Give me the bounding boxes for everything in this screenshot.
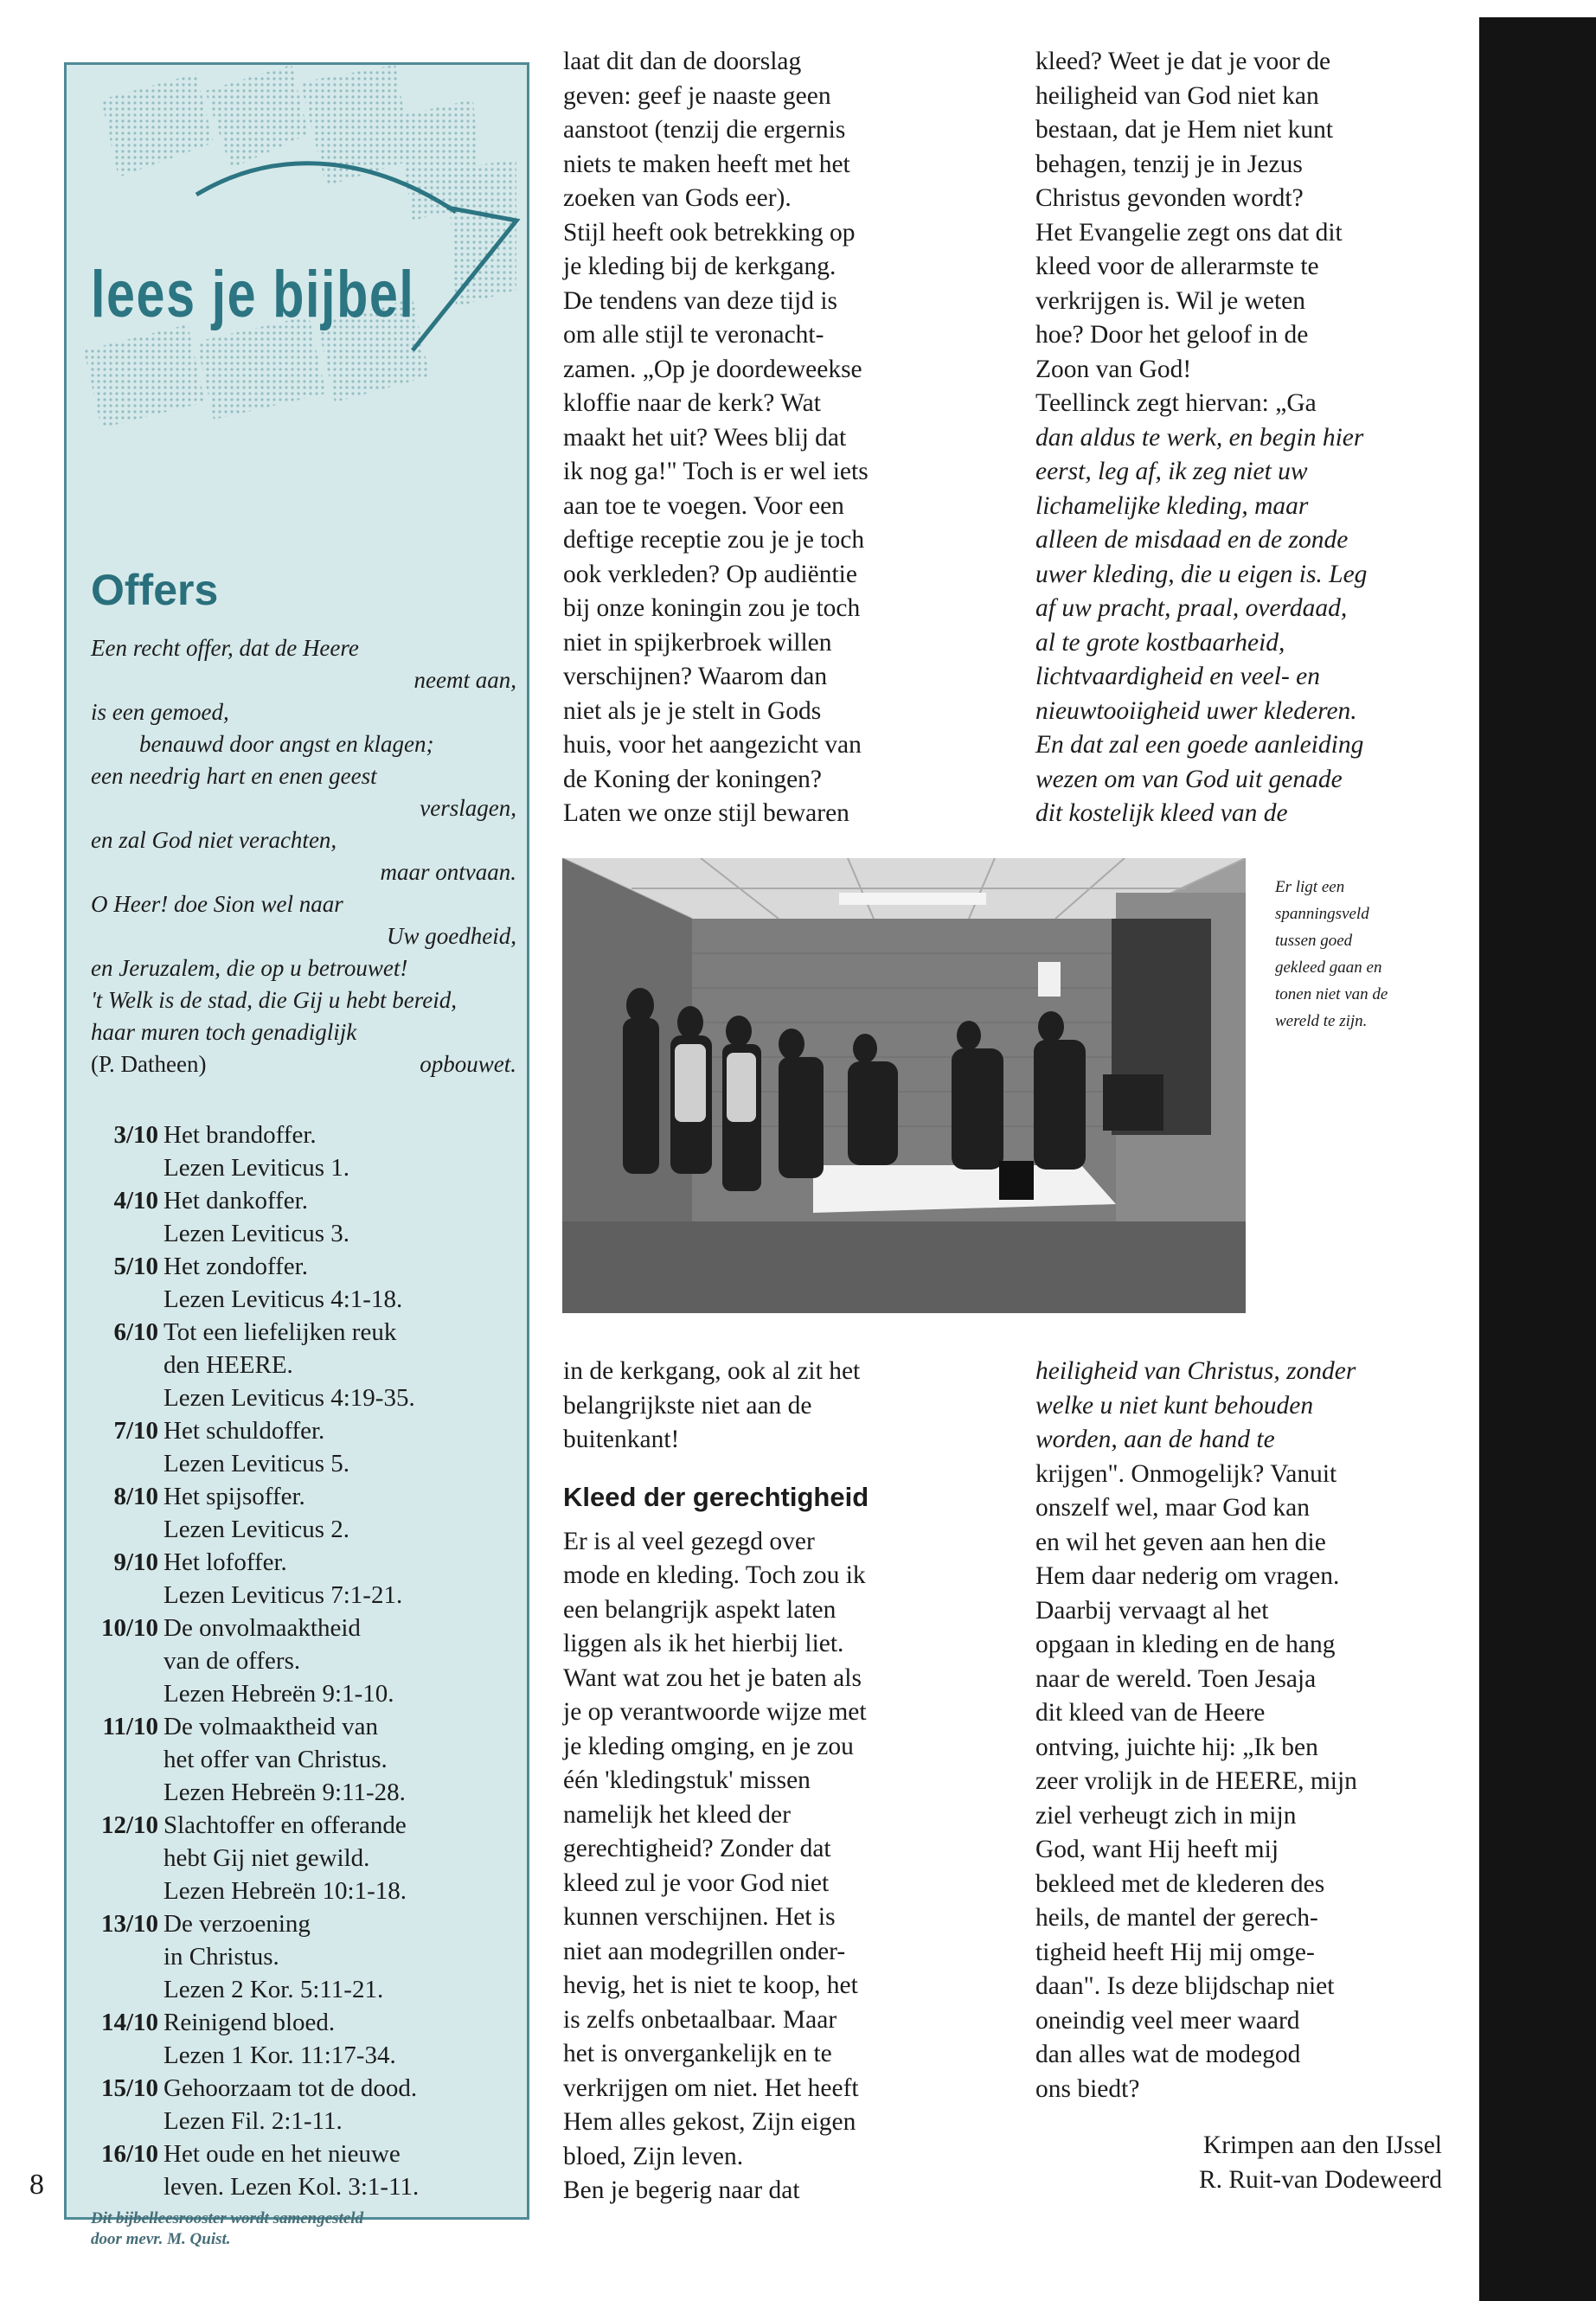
text-line: daan". Is deze blijdschap niet bbox=[1035, 1972, 1335, 2000]
poem-line: maar ontvaan. bbox=[380, 859, 516, 885]
schedule-text: De onvolmaaktheid van de offers. Lezen Hebreën 9:1-10. bbox=[163, 1614, 394, 1708]
text-line: God, want Hij heeft mij bbox=[1035, 1836, 1279, 1863]
text-line: dit kostelijk kleed van de bbox=[1035, 799, 1288, 827]
text-line: Zoon van God! bbox=[1035, 355, 1192, 383]
text-line: heiligheid van Christus, zonder bbox=[1035, 1357, 1356, 1385]
text-line: liggen als ik het hierbij liet. bbox=[563, 1630, 844, 1657]
event-photo bbox=[562, 858, 1246, 1313]
text-line: alleen de misdaad en de zonde bbox=[1035, 526, 1349, 554]
text-line: dan aldus te werk, en begin hier bbox=[1035, 423, 1364, 452]
text-line: Want wat zou het je baten als bbox=[563, 1663, 862, 1692]
text-line: kleed zul je voor God niet bbox=[563, 1868, 830, 1897]
text-line: Stijl heeft ook betrekking op bbox=[563, 218, 856, 247]
poem-line: benauwd door angst en klagen; bbox=[139, 731, 434, 757]
schedule-entry bbox=[91, 2072, 523, 2138]
text-line: Hem alles gekost, Zijn eigen bbox=[563, 2108, 856, 2136]
text-line: aan toe te voegen. Voor een bbox=[563, 491, 844, 520]
text-line: opgaan in kleding en de hang bbox=[1035, 1631, 1336, 1658]
schedule-entry bbox=[91, 1907, 523, 2006]
text-line: een belangrijk aspekt laten bbox=[563, 1595, 836, 1624]
text-line: het is onvergankelijk en te bbox=[563, 2040, 832, 2067]
poem-line: is een gemoed, bbox=[91, 699, 229, 725]
text-line: uwer kleding, die u eigen is. Leg bbox=[1035, 560, 1368, 588]
schedule-text: Het dankoffer. Lezen Leviticus 3. bbox=[163, 1187, 349, 1247]
signoff-author: R. Ruit-van Dodeweerd bbox=[1199, 2165, 1442, 2194]
text-line: bij onze koningin zou je toch bbox=[563, 594, 861, 622]
text-line: niet in spijkerbroek willen bbox=[563, 628, 832, 657]
text-line: aanstoot (tenzij die ergernis bbox=[563, 116, 846, 144]
text-line: belangrijkste niet aan de bbox=[563, 1391, 812, 1420]
photo-caption bbox=[1275, 874, 1474, 1035]
intro-lines bbox=[563, 1355, 869, 1458]
poem-line-text: opbouwet. bbox=[420, 1051, 516, 1077]
text-line: worden, aan de hand te bbox=[1035, 1426, 1275, 1453]
schedule-date: 8/10 bbox=[113, 1483, 158, 1510]
event-photo-drawing bbox=[562, 858, 1246, 1313]
article-column-middle-bottom bbox=[563, 1355, 869, 2208]
text-line: kunnen verschijnen. Het is bbox=[563, 1903, 836, 1931]
schedule-entry bbox=[91, 1184, 523, 1250]
schedule-date: 16/10 bbox=[100, 2140, 158, 2168]
schedule-text: Het lofoffer. Lezen Leviticus 7:1-21. bbox=[163, 1548, 403, 1609]
schedule-entry bbox=[91, 2006, 523, 2072]
caption-line: tussen goed bbox=[1275, 932, 1353, 950]
text-line: de Koning der koningen? bbox=[563, 765, 823, 793]
schedule-text: Slachtoffer en offerande hebt Gij niet gewild. Lezen Hebreën 10:1-18. bbox=[163, 1811, 407, 1905]
poem-line: een needrig hart en enen geest bbox=[91, 763, 377, 789]
text-line: krijgen". Onmogelijk? Vanuit bbox=[1035, 1459, 1337, 1488]
text-line: ziel verheugt zich in mijn bbox=[1035, 1801, 1297, 1830]
text-line: Laten we onze stijl bewaren bbox=[563, 799, 849, 827]
text-line: laat dit dan de doorslag bbox=[563, 48, 802, 75]
text-line: zoeken van Gods eer). bbox=[563, 184, 792, 212]
caption-line: tonen niet van de bbox=[1275, 985, 1388, 1003]
text-line: je kleding bij de kerkgang. bbox=[563, 253, 836, 280]
poem-line: Uw goedheid, bbox=[387, 923, 516, 949]
text-line: hevig, het is niet te koop, het bbox=[563, 1971, 858, 1999]
masthead-title: lees je bijbel bbox=[91, 258, 415, 331]
text-line: tigheid heeft Hij mij omge- bbox=[1035, 1938, 1315, 1966]
schedule-date: 10/10 bbox=[100, 1614, 158, 1642]
text-line: verschijnen? Waarom dan bbox=[563, 663, 828, 690]
schedule-entry bbox=[91, 1316, 523, 1414]
schedule-text: Het schuldoffer. Lezen Leviticus 5. bbox=[163, 1417, 349, 1477]
sidebar-heading: Offers bbox=[91, 566, 219, 614]
schedule-date: 5/10 bbox=[113, 1253, 158, 1280]
schedule-date: 6/10 bbox=[113, 1318, 158, 1346]
text-line: Hem daar nederig om vragen. bbox=[1035, 1562, 1340, 1590]
schedule-entry bbox=[91, 1414, 523, 1480]
schedule-text: Het zondoffer. Lezen Leviticus 4:1-18. bbox=[163, 1253, 403, 1313]
text-line: Er is al veel gezegd over bbox=[563, 1527, 815, 1555]
schedule-text: Het oude en het nieuwe leven. Lezen Kol. 3:1-11. bbox=[163, 2140, 420, 2201]
schedule-date: 15/10 bbox=[100, 2074, 158, 2102]
poem-line: en Jeruzalem, die op u betrouwet! bbox=[91, 955, 408, 981]
text-line: zeer vrolijk in de HEERE, mijn bbox=[1035, 1767, 1357, 1795]
text-line: is zelfs onbetaalbaar. Maar bbox=[563, 2005, 837, 2034]
text-line: huis, voor het aangezicht van bbox=[563, 731, 862, 759]
text-line: ik nog ga!" Toch is er wel iets bbox=[563, 458, 869, 485]
text-line: je kleding omging, en je zou bbox=[563, 1732, 854, 1760]
article-column-right-top bbox=[1035, 45, 1367, 831]
text-line: onszelf wel, maar God kan bbox=[1035, 1494, 1311, 1522]
text-line: dan alles wat de modegod bbox=[1035, 2041, 1301, 2068]
caption-line: gekleed gaan en bbox=[1275, 958, 1382, 977]
poem-attribution: (P. Datheen) bbox=[91, 1051, 207, 1077]
page-number: 8 bbox=[29, 2169, 44, 2201]
text-line: buitenkant! bbox=[563, 1426, 680, 1453]
caption-line: wereld te zijn. bbox=[1275, 1012, 1368, 1030]
article-column-middle-top bbox=[563, 45, 869, 831]
schedule-text: Reinigend bloed. Lezen 1 Kor. 11:17-34. bbox=[163, 2009, 396, 2069]
schedule-text: Het brandoffer. Lezen Leviticus 1. bbox=[163, 1121, 349, 1182]
text-line: en wil het geven aan hen die bbox=[1035, 1528, 1326, 1556]
text-line: Het Evangelie zegt ons dat dit bbox=[1035, 218, 1343, 247]
schedule-entry bbox=[91, 1612, 523, 1710]
schedule-entry bbox=[91, 1809, 523, 1907]
schedule-date: 14/10 bbox=[100, 2009, 158, 2036]
text-line: deftige receptie zou je je toch bbox=[563, 526, 865, 554]
text-line: naar de wereld. Toen Jesaja bbox=[1035, 1664, 1317, 1693]
text-line: behagen, tenzij je in Jezus bbox=[1035, 150, 1303, 178]
author-signoff bbox=[1035, 2129, 1442, 2197]
schedule-date: 9/10 bbox=[113, 1548, 158, 1576]
text-line: kleed voor de allerarmste te bbox=[1035, 253, 1319, 280]
credit-line: door mevr. M. Quist. bbox=[91, 2230, 231, 2248]
schedule-date: 12/10 bbox=[100, 1811, 158, 1839]
poem-line: neemt aan, bbox=[413, 667, 516, 693]
text-line: De tendens van deze tijd is bbox=[563, 286, 838, 315]
schedule-date: 7/10 bbox=[113, 1417, 158, 1445]
signoff-place: Krimpen aan den IJssel bbox=[1202, 2131, 1442, 2159]
text-line: heils, de mantel der gerech- bbox=[1035, 1904, 1318, 1932]
poem-line: 't Welk is de stad, die Gij u hebt bereid, bbox=[91, 987, 457, 1013]
caption-line: spanningsveld bbox=[1275, 905, 1369, 923]
text-line: dit kleed van de Heere bbox=[1035, 1699, 1266, 1727]
text-line: Teellinck zegt hiervan: „Ga bbox=[1035, 389, 1317, 417]
section-heading: Kleed der gerechtigheid bbox=[563, 1481, 869, 1512]
caption-line: Er ligt een bbox=[1275, 878, 1345, 896]
text-line: ons biedt? bbox=[1035, 2074, 1140, 2103]
reading-schedule bbox=[91, 1118, 523, 2203]
schedule-entry bbox=[91, 1710, 523, 1809]
poem-line: O Heer! doe Sion wel naar bbox=[91, 891, 343, 917]
text-line: welke u niet kunt behouden bbox=[1035, 1391, 1314, 1420]
schedule-date: 3/10 bbox=[113, 1121, 158, 1149]
text-line: af uw pracht, praal, overdaad, bbox=[1035, 594, 1348, 622]
text-line: niet als je je stelt in Gods bbox=[563, 696, 822, 725]
text-line: kleed? Weet je dat je voor de bbox=[1035, 48, 1331, 75]
schedule-entry bbox=[91, 1546, 523, 1612]
schedule-date: 4/10 bbox=[113, 1187, 158, 1215]
poem-line bbox=[91, 1048, 516, 1080]
text-line: in de kerkgang, ook al zit het bbox=[563, 1357, 861, 1385]
text-line: lichtvaardigheid en veel- en bbox=[1035, 663, 1321, 690]
text-line: kloffie naar de kerk? Wat bbox=[563, 389, 821, 417]
poem-line: verslagen, bbox=[420, 795, 516, 821]
text-line: eerst, leg af, ik zeg niet uw bbox=[1035, 458, 1308, 485]
credit-line: Dit bijbelleesrooster wordt samengesteld bbox=[91, 2209, 364, 2227]
text-line: mode en kleding. Toch zou ik bbox=[563, 1561, 866, 1589]
text-line: lichamelijke kleding, maar bbox=[1035, 491, 1309, 520]
text-line: al te grote kostbaarheid, bbox=[1035, 628, 1285, 657]
text-line: Christus gevonden wordt? bbox=[1035, 184, 1304, 212]
text-line: ontving, juichte hij: „Ik ben bbox=[1035, 1733, 1318, 1761]
schedule-date: 11/10 bbox=[102, 1713, 158, 1740]
text-line: ook verkleden? Op audiëntie bbox=[563, 560, 857, 588]
text-line: hoe? Door het geloof in de bbox=[1035, 321, 1309, 349]
text-line: oneindig veel meer waard bbox=[1035, 2006, 1300, 2035]
schedule-credit bbox=[91, 2208, 506, 2250]
text-line: Ben je begerig naar dat bbox=[563, 2176, 800, 2204]
text-line: om alle stijl te veronacht- bbox=[563, 321, 824, 349]
schedule-text: De volmaaktheid van het offer van Christus. Lezen Hebreën 9:11-28. bbox=[163, 1713, 406, 1806]
text-line: niets te maken heeft met het bbox=[563, 150, 850, 178]
text-line: wezen om van God uit genade bbox=[1035, 765, 1343, 793]
schedule-text: Tot een liefelijken reuk den HEERE. Lezen Leviticus 4:19-35. bbox=[163, 1318, 415, 1412]
text-line: verkrijgen is. Wil je weten bbox=[1035, 286, 1306, 315]
text-line: nieuwtooiigheid uwer klederen. bbox=[1035, 696, 1357, 725]
text-line: maakt het uit? Wees blij dat bbox=[563, 423, 847, 452]
text-line: bestaan, dat je Hem niet kunt bbox=[1035, 116, 1334, 144]
text-line: Daarbij vervaagt al het bbox=[1035, 1596, 1269, 1625]
schedule-text: Het spijsoffer. Lezen Leviticus 2. bbox=[163, 1483, 349, 1543]
text-line: zamen. „Op je doordeweekse bbox=[563, 355, 862, 383]
poem bbox=[91, 632, 516, 1080]
bible-reading-sidebar bbox=[64, 62, 529, 2248]
text-line: verkrijgen om niet. Het heeft bbox=[563, 2073, 859, 2102]
text-line: niet aan modegrillen onder- bbox=[563, 1937, 846, 1965]
text-line: geven: geef je naaste geen bbox=[563, 81, 831, 110]
text-line: En dat zal een goede aanleiding bbox=[1035, 731, 1364, 759]
text-line: je op verantwoorde wijze met bbox=[563, 1698, 867, 1726]
text-line: gerechtigheid? Zonder dat bbox=[563, 1835, 831, 1862]
article-column-right-bottom bbox=[1035, 1355, 1442, 2197]
schedule-entry bbox=[91, 1250, 523, 1316]
schedule-entry bbox=[91, 1118, 523, 1184]
section-body bbox=[563, 1525, 869, 2208]
poem-line: haar muren toch genadiglijk bbox=[91, 1019, 357, 1045]
schedule-entry bbox=[91, 2138, 523, 2203]
text-line: bloed, Zijn leven. bbox=[563, 2142, 744, 2170]
section-body bbox=[1035, 1355, 1442, 2106]
schedule-text: Gehoorzaam tot de dood. Lezen Fil. 2:1-11. bbox=[163, 2074, 418, 2135]
poem-line: Een recht offer, dat de Heere bbox=[91, 635, 359, 661]
schedule-entry bbox=[91, 1480, 523, 1546]
text-line: namelijk het kleed der bbox=[563, 1800, 791, 1829]
page-edge-shadow bbox=[1479, 17, 1596, 2301]
schedule-date: 13/10 bbox=[100, 1910, 158, 1938]
text-line: één 'kledingstuk' missen bbox=[563, 1766, 811, 1794]
schedule-text: De verzoening in Christus. Lezen 2 Kor. 5:11-21. bbox=[163, 1910, 384, 2003]
text-line: bekleed met de klederen des bbox=[1035, 1869, 1325, 1898]
text-line: heiligheid van God niet kan bbox=[1035, 81, 1319, 110]
poem-line: en zal God niet verachten, bbox=[91, 827, 337, 853]
